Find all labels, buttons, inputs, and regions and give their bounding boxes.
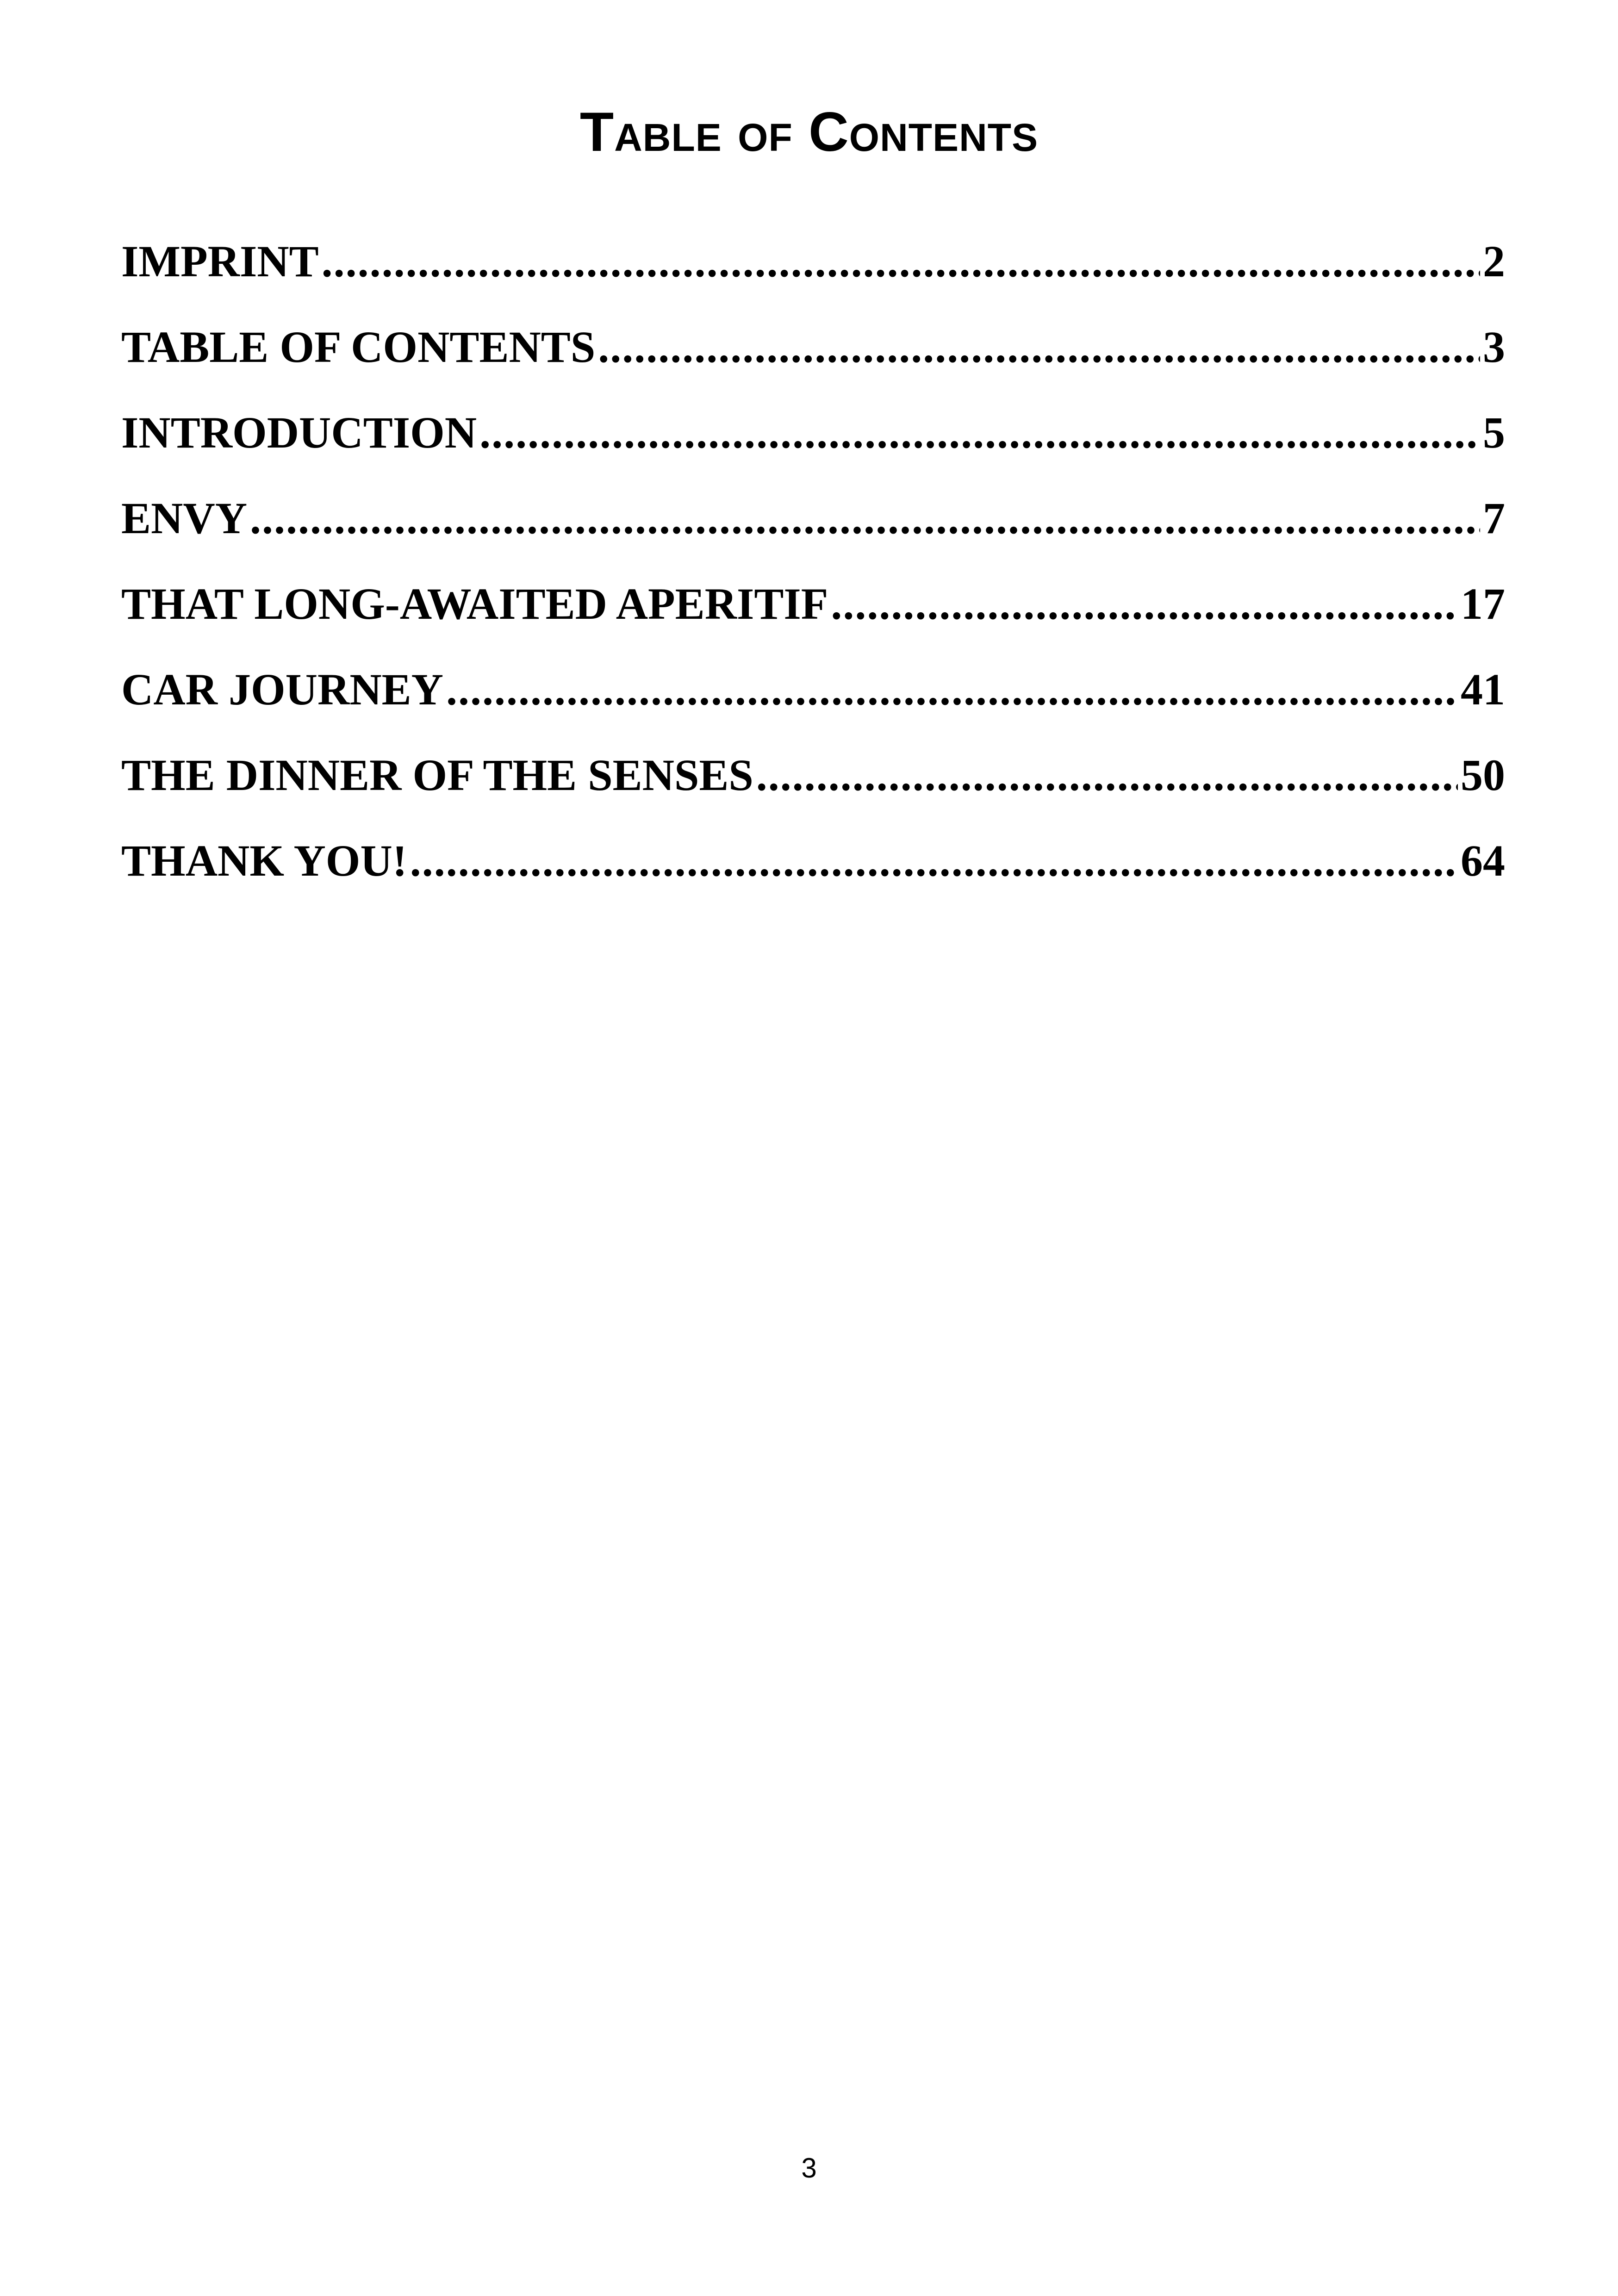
toc-entry-page: 3: [1483, 322, 1505, 372]
toc-dot-leader: [446, 660, 1458, 720]
toc-entry-title: IMPRINT: [121, 236, 319, 286]
toc-entry-imprint[interactable]: [121, 231, 1505, 317]
toc-entry-title: THANK YOU!: [121, 836, 407, 885]
toc-dot-leader: [410, 831, 1458, 891]
toc-entry-title: INTRODUCTION: [121, 408, 477, 457]
toc-dot-leader: [756, 745, 1458, 805]
table-of-contents: [121, 231, 1505, 916]
toc-entry-page: 17: [1461, 579, 1505, 628]
toc-entry-page: 2: [1483, 236, 1505, 286]
toc-entry-thank-you[interactable]: [121, 831, 1505, 916]
toc-dot-leader: [250, 488, 1480, 548]
toc-dot-leader: [322, 231, 1480, 292]
toc-entry-table-of-contents[interactable]: [121, 317, 1505, 403]
page-title: Table of Contents: [579, 101, 1039, 163]
toc-entry-introduction[interactable]: [121, 403, 1505, 488]
toc-dot-leader: [831, 574, 1458, 634]
toc-dot-leader: [479, 403, 1480, 463]
toc-entry-page: 7: [1483, 493, 1505, 543]
toc-entry-envy[interactable]: [121, 488, 1505, 574]
toc-entry-page: 50: [1461, 750, 1505, 800]
toc-entry-page: 41: [1461, 665, 1505, 714]
toc-entry-title: THAT LONG-AWAITED APERITIF: [121, 579, 828, 628]
toc-entry-dinner-of-the-senses[interactable]: [121, 745, 1505, 831]
toc-entry-page: 64: [1461, 836, 1505, 885]
toc-entry-car-journey[interactable]: [121, 660, 1505, 745]
toc-entry-title: CAR JOURNEY: [121, 665, 443, 714]
toc-entry-aperitif[interactable]: [121, 574, 1505, 660]
page-number: 3: [801, 2153, 817, 2184]
toc-dot-leader: [598, 317, 1480, 377]
toc-entry-page: 5: [1483, 408, 1505, 457]
toc-entry-title: TABLE OF CONTENTS: [121, 322, 596, 372]
toc-entry-title: ENVY: [121, 493, 248, 543]
toc-entry-title: THE DINNER OF THE SENSES: [121, 750, 753, 800]
